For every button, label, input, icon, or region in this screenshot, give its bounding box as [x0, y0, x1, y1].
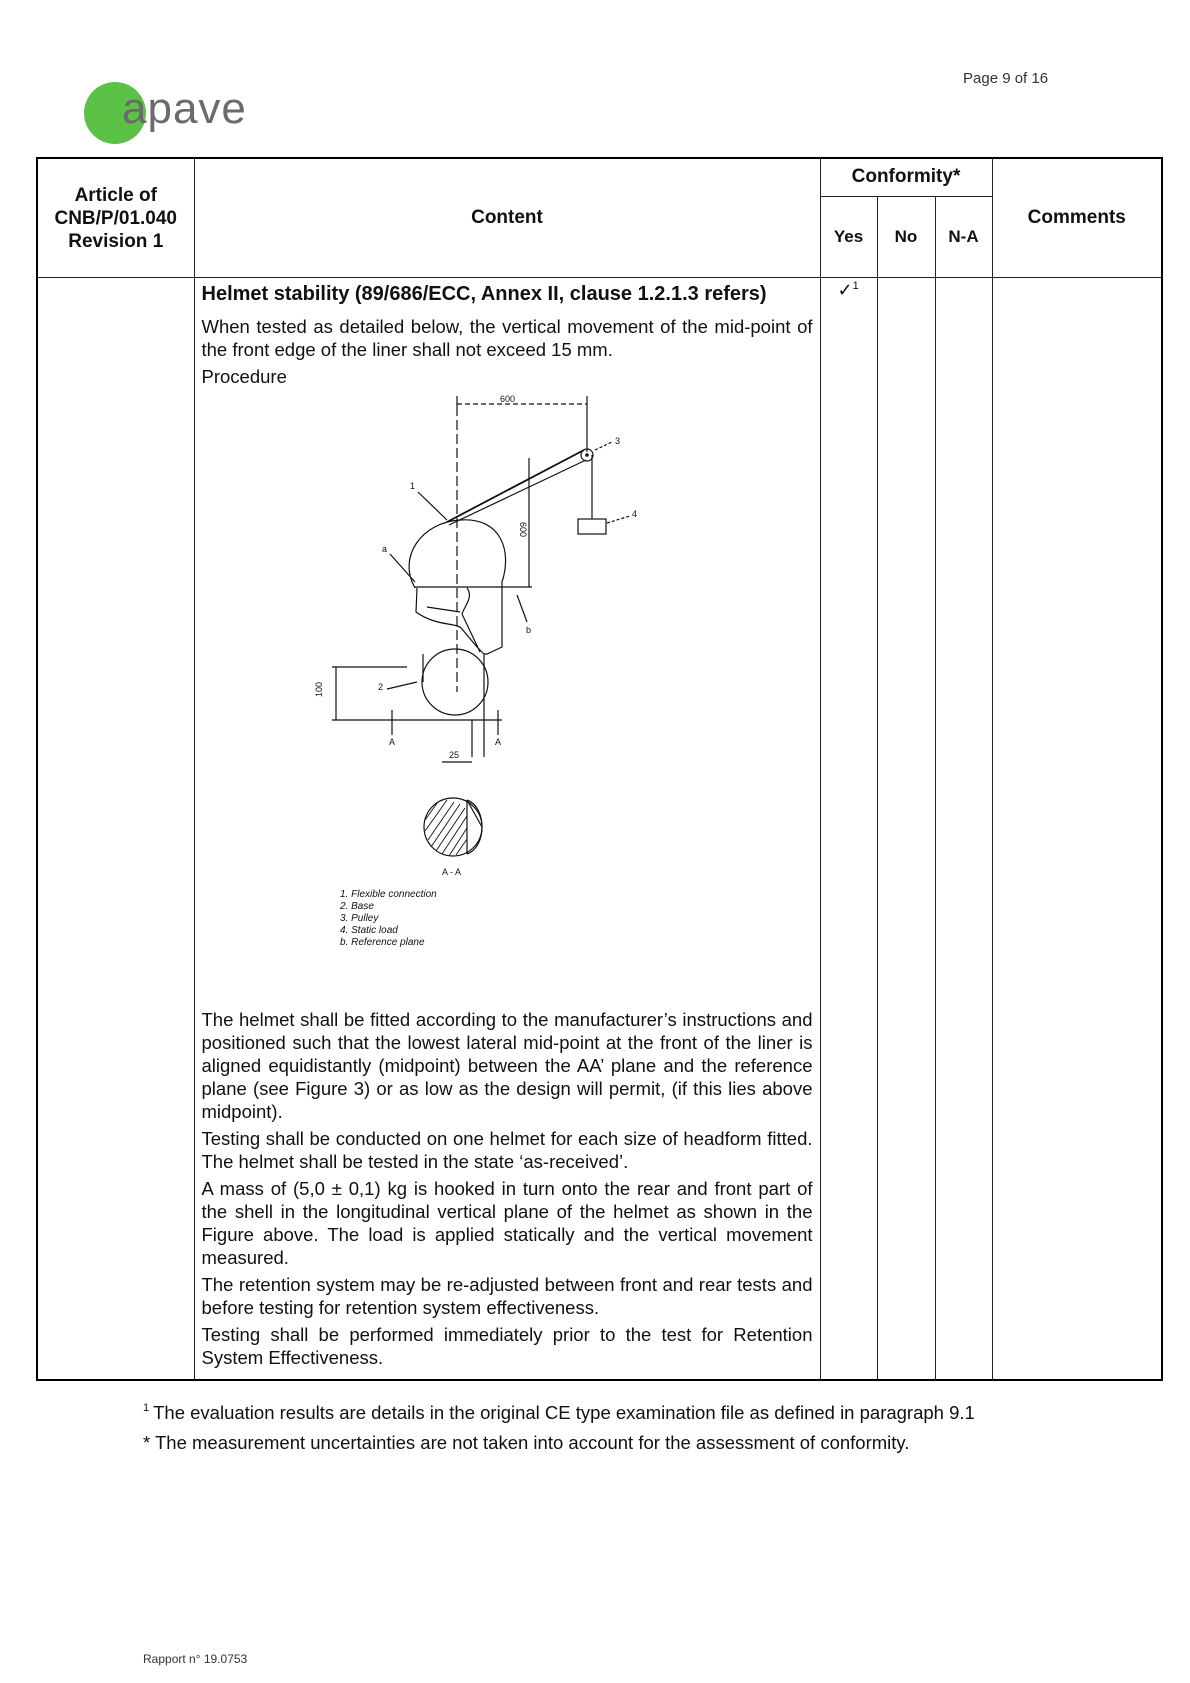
row-intro: When tested as detailed below, the vertical movement of the mid-point of the front edge of the liner shall not exceed 15 mm.: [201, 316, 813, 360]
table-row: [37, 278, 1162, 1381]
header-no: No: [877, 196, 935, 277]
na-cell: [935, 278, 992, 1381]
conformity-table: [36, 157, 1163, 1381]
footnote-1-text: The evaluation results are details in the original CE type examination file as defined in paragraph 9.1: [153, 1402, 975, 1423]
row-paragraph: Testing shall be performed immediately prior to the test for Retention System Effectiveness.: [201, 1324, 813, 1368]
no-cell: [877, 278, 935, 1381]
figure-label-4: 4: [631, 509, 637, 519]
row-paragraph: Testing shall be conducted on one helmet for each size of headform fitted. The helmet shall be tested in the state ‘as-received’.: [201, 1128, 813, 1172]
logo-text: apave: [122, 84, 247, 133]
footnote-1-ref: 1: [143, 1402, 150, 1414]
report-number: Rapport n° 19.0753: [143, 1652, 248, 1666]
section-label-left: A: [388, 737, 395, 747]
legend-item: 2. Base: [339, 901, 374, 912]
row-title: Helmet stability (89/686/ECC, Annex II, clause 1.2.1.3 refers): [201, 283, 767, 305]
header-conformity: Conformity*: [820, 158, 992, 196]
figure-label-b: b: [525, 625, 531, 635]
check-mark: ✓: [837, 280, 853, 300]
page-number: Page 9 of 16: [963, 70, 1049, 87]
dim-bottom-label: 25: [448, 750, 459, 760]
article-cell: [37, 278, 194, 1381]
legend-item: b. Reference plane: [339, 937, 425, 948]
comments-cell: [992, 278, 1162, 1381]
procedure-label: Procedure: [201, 366, 287, 387]
row-paragraph: The helmet shall be fitted according to the manufacturer’s instructions and positioned such that the lowest lateral mid-point at the front of the liner is aligned equidistantly (midpoint) between the AA’ plane and the reference plane (see Figure 3) or as low as the design will permit, (if this lies above midpoint).: [201, 1009, 813, 1122]
header-content: Content: [194, 158, 820, 278]
content-cell: [194, 278, 820, 1381]
figure-label-1: 1: [409, 481, 415, 491]
section-label-right: A: [494, 737, 501, 747]
check-footnote-ref: 1: [852, 280, 859, 292]
figure-label-3: 3: [614, 436, 620, 446]
figure-label-a: a: [381, 544, 387, 554]
legend-item: 4. Static load: [339, 925, 398, 936]
header-comments: Comments: [992, 158, 1162, 278]
section-label: A - A: [441, 867, 461, 877]
header-article: Article of CNB/P/01.040 Revision 1: [37, 158, 194, 278]
figure-label-2: 2: [377, 682, 383, 692]
helmet-stability-figure: [202, 392, 762, 1002]
dim-top-label: 600: [499, 394, 515, 404]
legend-item: 1. Flexible connection: [339, 889, 437, 900]
footnote-1: [143, 1402, 975, 1424]
dim-vertical-label: 600: [517, 522, 528, 538]
yes-cell: [820, 278, 877, 1381]
row-paragraph: The retention system may be re-adjusted between front and rear tests and before testing for retention system effectiveness.: [201, 1274, 813, 1318]
dim-left-label: 100: [313, 681, 324, 697]
apave-logo: [84, 82, 264, 148]
footnote-2: * The measurement uncertainties are not taken into account for the assessment of conformity.: [143, 1432, 910, 1453]
legend-item: 3. Pulley: [339, 913, 378, 924]
row-paragraph: A mass of (5,0 ± 0,1) kg is hooked in turn onto the rear and front part of the shell in the longitudinal vertical plane of the helmet as shown in the Figure above. The load is applied statically and the vertical movement measured.: [201, 1178, 813, 1268]
header-yes: Yes: [820, 196, 877, 277]
header-na: N-A: [935, 196, 992, 277]
